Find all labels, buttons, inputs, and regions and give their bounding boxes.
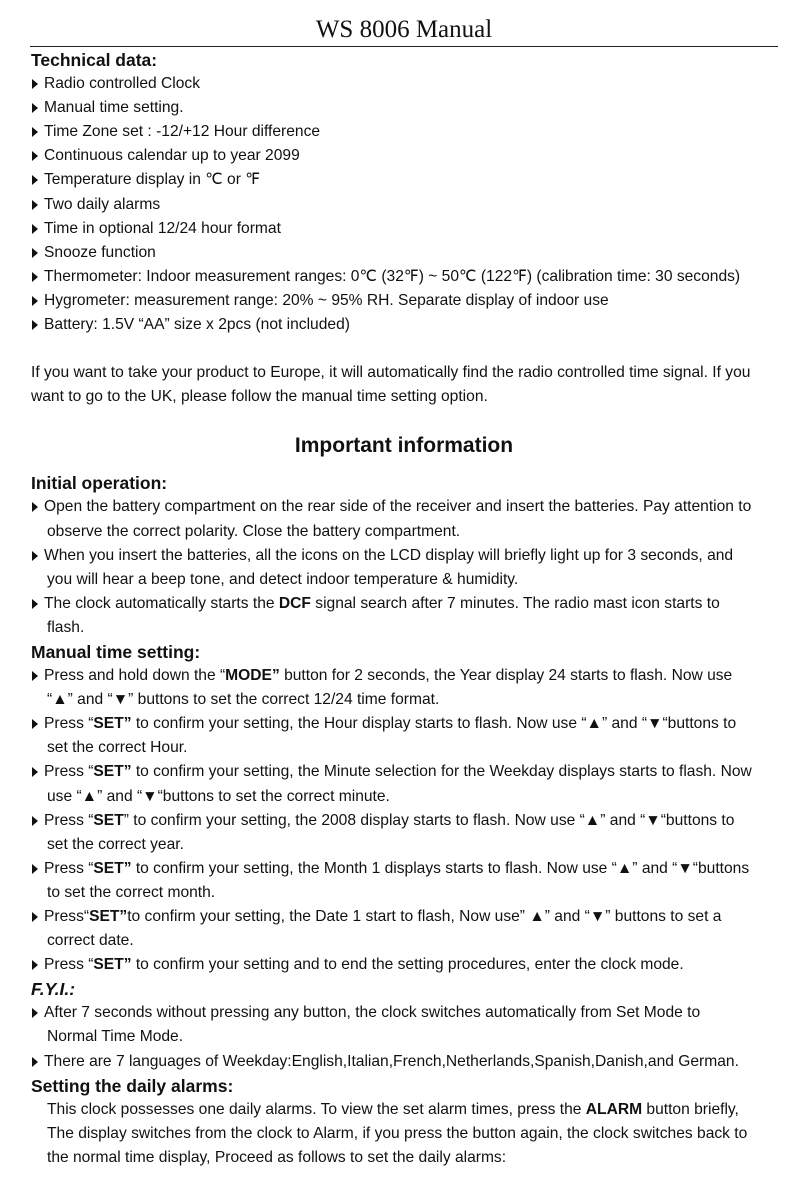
bullet-triangle-icon (32, 1057, 38, 1067)
list-item: Temperature display in ℃ or ℉ (31, 168, 777, 192)
bullet-triangle-icon (32, 320, 38, 330)
list-item: Hygrometer: measurement range: 20% ~ 95% RH. Separate display of indoor use (31, 289, 777, 313)
bullet-triangle-icon (32, 502, 38, 512)
list-item: Open the battery compartment on the rear side of the receiver and insert the batteries. Pay attention to observe the correct polarity. Close the battery compartment. (31, 495, 777, 543)
page-header (30, 14, 778, 47)
list-item: Press “SET” to confirm your setting, the Minute selection for the Weekday displays starts to flash. Now use “▲” and “▼“buttons to set the correct minute. (31, 760, 777, 808)
list-item: Press “SET” to confirm your setting, the Month 1 displays starts to flash. Now use “▲” and “▼“buttons to set the correct month. (31, 857, 777, 905)
bullet-triangle-icon (32, 79, 38, 89)
manual-time-setting-list (31, 664, 777, 977)
manual-content (31, 48, 777, 1170)
bullet-triangle-icon (32, 864, 38, 874)
daily-alarms-paragraph: This clock possesses one daily alarms. To view the set alarm times, press the ALARM button briefly, The display switches from the clock to Alarm, if you press the button again, the clock switches back to the normal time display, Proceed as follows to set the daily alarms: (47, 1100, 748, 1166)
list-item: Press“SET”to confirm your setting, the Date 1 start to flash, Now use” ▲” and “▼” buttons to set a correct date. (31, 905, 777, 953)
list-item: Time in optional 12/24 hour format (31, 217, 777, 241)
spacer (31, 337, 777, 361)
list-item: Time Zone set : -12/+12 Hour difference (31, 120, 777, 144)
bullet-triangle-icon (32, 671, 38, 681)
bullet-triangle-icon (32, 248, 38, 258)
list-item: Battery: 1.5V “AA” size x 2pcs (not included) (31, 313, 777, 337)
bullet-triangle-icon (32, 127, 38, 137)
bullet-triangle-icon (32, 599, 38, 609)
list-item: Continuous calendar up to year 2099 (31, 144, 777, 168)
technical-data-heading: Technical data: (31, 50, 158, 70)
list-item: Press “SET” to confirm your setting and to end the setting procedures, enter the clock mode. (31, 953, 777, 977)
list-item: Press “SET” to confirm your setting, the 2008 display starts to flash. Now use “▲” and “▼“buttons to set the correct year. (31, 809, 777, 857)
initial-operation-list (31, 495, 777, 640)
europe-note: If you want to take your product to Europe, it will automatically find the radio controlled time signal. If you want to go to the UK, please follow the manual time setting option. (31, 364, 751, 406)
bullet-triangle-icon (32, 151, 38, 161)
list-item: Radio controlled Clock (31, 72, 777, 96)
bullet-triangle-icon (32, 103, 38, 113)
initial-operation-heading: Initial operation: (31, 473, 168, 494)
bullet-triangle-icon (32, 551, 38, 561)
list-item: Manual time setting. (31, 96, 777, 120)
fyi-heading: F.Y.I.: (31, 979, 76, 1000)
list-item: Two daily alarms (31, 193, 777, 217)
bullet-triangle-icon (32, 272, 38, 282)
daily-alarms-heading: Setting the daily alarms: (31, 1075, 234, 1096)
bullet-triangle-icon (32, 224, 38, 234)
bullet-triangle-icon (32, 912, 38, 922)
fyi-list (31, 1001, 777, 1073)
bullet-triangle-icon (32, 960, 38, 970)
bullet-triangle-icon (32, 816, 38, 826)
bullet-triangle-icon (32, 200, 38, 210)
important-information-title: Important information (294, 434, 514, 458)
list-item: The clock automatically starts the DCF signal search after 7 minutes. The radio mast icon starts to flash. (31, 592, 777, 640)
bullet-triangle-icon (32, 719, 38, 729)
bullet-triangle-icon (32, 1008, 38, 1018)
bullet-triangle-icon (32, 296, 38, 306)
list-item: There are 7 languages of Weekday:English,Italian,French,Netherlands,Spanish,Danish,and German. (31, 1050, 777, 1074)
bullet-triangle-icon (32, 767, 38, 777)
list-item: When you insert the batteries, all the icons on the LCD display will briefly light up for 3 seconds, and you will hear a beep tone, and detect indoor temperature & humidity. (31, 544, 777, 592)
manual-time-setting-heading: Manual time setting: (31, 641, 201, 662)
list-item: Press and hold down the “MODE” button for 2 seconds, the Year display 24 starts to flash. Now use “▲” and “▼” buttons to set the correct 12/24 time format. (31, 664, 777, 712)
list-item: Snooze function (31, 241, 777, 265)
manual-title: WS 8006 Manual (315, 16, 493, 43)
technical-data-list (31, 72, 777, 337)
list-item: Thermometer: Indoor measurement ranges: 0℃ (32℉) ~ 50℃ (122℉) (calibration time: 30 seconds) (31, 265, 777, 289)
bullet-triangle-icon (32, 175, 38, 185)
list-item: Press “SET” to confirm your setting, the Hour display starts to flash. Now use “▲” and “▼“buttons to set the correct Hour. (31, 712, 777, 760)
list-item: After 7 seconds without pressing any button, the clock switches automatically from Set Mode to Normal Time Mode. (31, 1001, 777, 1049)
